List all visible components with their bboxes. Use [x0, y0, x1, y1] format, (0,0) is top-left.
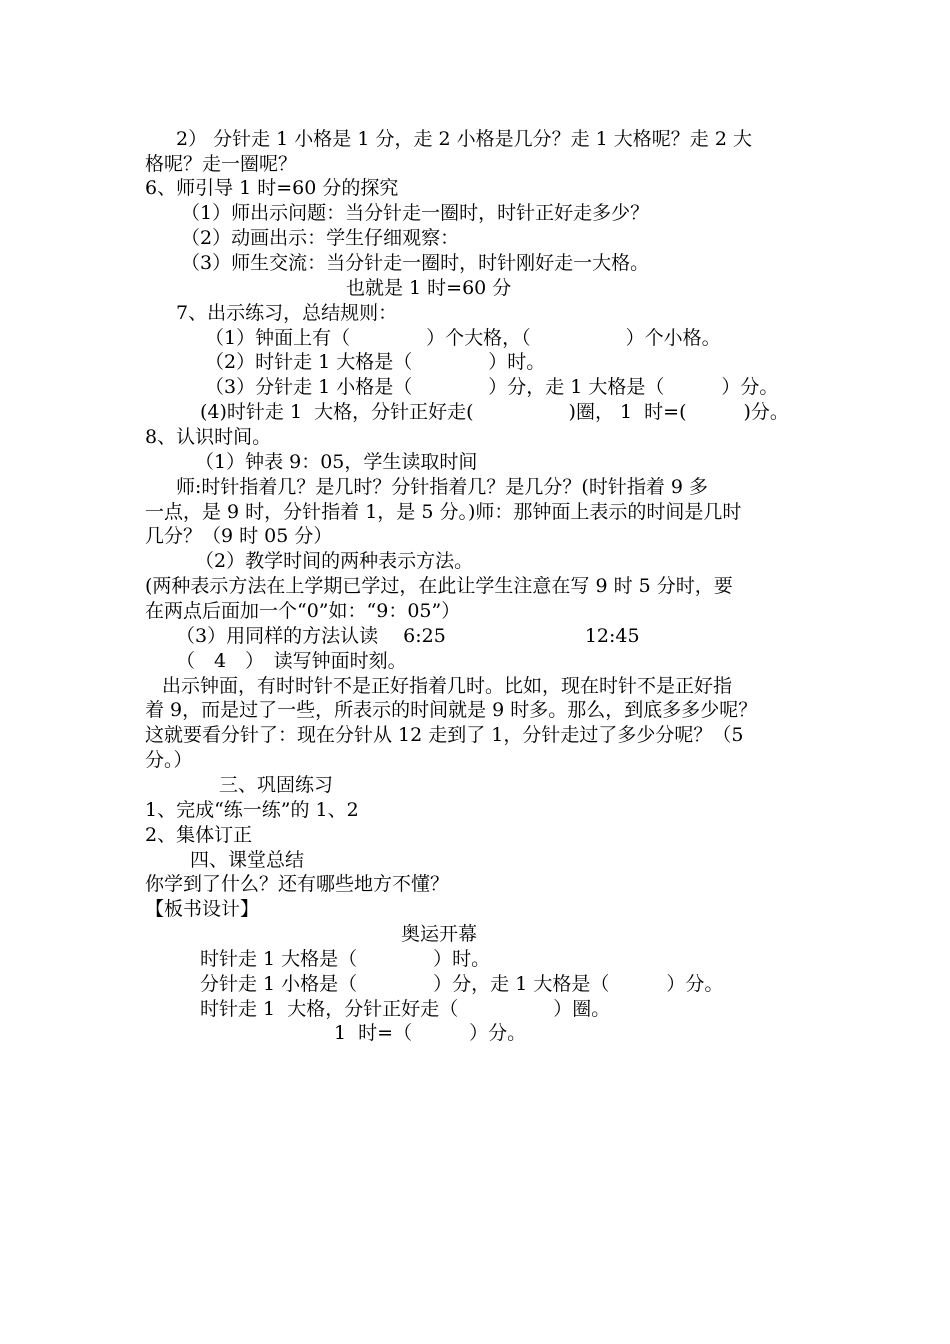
section-heading: 6、师引导 1 时=60 分的探究 — [145, 177, 399, 199]
text-line: （1）钟面上有（ ）个大格，（ ）个小格。 — [205, 327, 721, 349]
text-line: 着 9，而是过了一些，所表示的时间就是 9 时多。那么，到底多多少呢？ — [145, 699, 758, 721]
text-line: 格呢？走一圈呢？ — [145, 153, 298, 175]
text-line: （3）分针走 1 小格是（ ）分，走 1 大格是（ ）分。 — [205, 376, 779, 398]
text-line: 在两点后面加一个“0”如：“9：05”） — [145, 600, 461, 622]
text-line: （1）师出示问题：当分针走一圈时，时针正好走多少？ — [181, 202, 650, 224]
section-heading: 四、课堂总结 — [190, 849, 305, 871]
section-heading: 8、认识时间。 — [145, 426, 272, 448]
board-line: 分针走 1 小格是（ ）分，走 1 大格是（ ）分。 — [200, 973, 724, 995]
text-line: （3）师生交流：当分针走一圈时，时针刚好走一大格。 — [181, 252, 650, 274]
text-line: (4)时针走 1 大格，分针正好走( )圈， 1 时=( )分。 — [200, 401, 789, 423]
board-line: 1 时=（ ）分。 — [334, 1022, 527, 1044]
text-line: 2、集体订正 — [145, 824, 253, 846]
text-line: （1）钟表 9：05，学生读取时间 — [195, 451, 478, 473]
text-line: 1、完成“练一练”的 1、2 — [145, 799, 359, 821]
text-line: （2）动画出示：学生仔细观察： — [181, 227, 460, 249]
board-title: 奥运开幕 — [401, 923, 478, 945]
text-line: （2）时针走 1 大格是（ ）时。 — [205, 351, 546, 373]
text-line: 师:时针指着几？是几时？分针指着几？是几分？(时针指着 9 多 — [176, 476, 708, 498]
text-line: 2） 分针走 1 小格是 1 分，走 2 小格是几分？走 1 大格呢？走 2 大 — [176, 128, 752, 150]
text-line: （ 4 ） 读写钟面时刻。 — [176, 650, 407, 672]
section-heading: 【板书设计】 — [145, 898, 260, 920]
board-line: 时针走 1 大格是（ ）时。 — [200, 948, 491, 970]
text-line: （3）用同样的方法认读 6:25 12:45 — [176, 625, 640, 647]
section-heading: 三、巩固练习 — [219, 774, 334, 796]
section-heading: 7、出示练习，总结规则： — [176, 302, 398, 324]
text-line: 你学到了什么？还有哪些地方不懂？ — [145, 873, 450, 895]
board-line: 时针走 1 大格，分针正好走（ ）圈。 — [200, 998, 611, 1020]
text-line: 出示钟面，有时时针不是正好指着几时。比如，现在时针不是正好指 — [162, 675, 733, 697]
text-line: 这就要看分针了：现在分针从 12 走到了 1，分针走过了多少分呢？（5 — [145, 724, 744, 746]
text-line: （2）教学时间的两种表示方法。 — [195, 550, 474, 572]
text-line: 也就是 1 时=60 分 — [346, 277, 512, 299]
text-line: 一点，是 9 时，分针指着 1，是 5 分。)师：那钟面上表示的时间是几时 — [145, 501, 742, 523]
text-line: (两种表示方法在上学期已学过，在此让学生注意在写 9 时 5 分时，要 — [145, 575, 733, 597]
text-line: 几分？（9 时 05 分） — [145, 525, 333, 547]
text-line: 分。） — [145, 749, 193, 771]
